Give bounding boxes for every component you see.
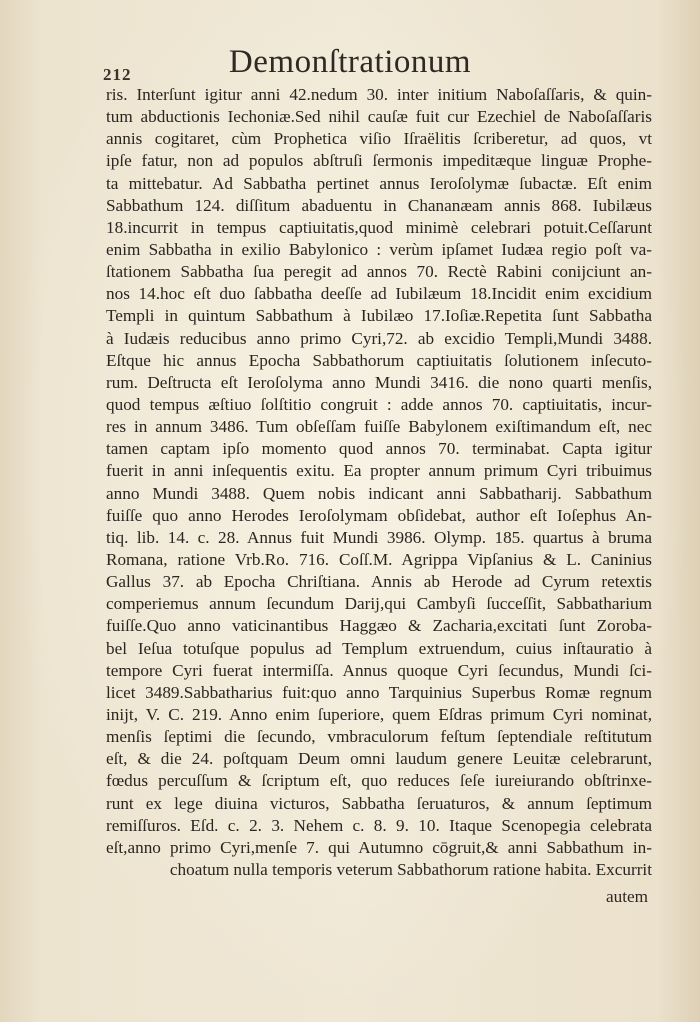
text-line: fuiſſe quo anno Herodes Ieroſolymam obſidebat, author eſt Ioſephus An- — [106, 505, 652, 525]
text-line: ſtationem Sabbatha ſua peregit ad annos 70. Rectè Rabini conijciunt an- — [106, 262, 652, 282]
text-line: eſt, & die 24. poſtquam Deum omni laudum genere Leuitæ celebrarunt, — [106, 749, 652, 769]
text-line: ta mittebatur. Ad Sabbatha pertinet annus Ieroſolymæ ſubactæ. Eſt enim — [106, 173, 652, 193]
body-text — [106, 84, 652, 881]
text-line: remiſſuros. Eſd. c. 2. 3. Nehem c. 8. 9. 10. Itaque Scenopegia celebrata — [106, 815, 652, 835]
text-line: ris. Interſunt igitur anni 42.nedum 30. inter initium Naboſaſſaris, & quin- — [106, 85, 652, 104]
text-line: comperiemus annum ſecundum Darij,qui Cambyſi ſucceſſit, Sabbatharium — [106, 594, 652, 614]
text-line: tum abductionis Iechoniæ.Sed nihil cauſæ fuit cur Ezechiel de Naboſaſſaris — [106, 107, 652, 127]
text-line: enim Sabbatha in exilio Babylonico : verùm ipſamet Iudæa regio poſt va- — [106, 239, 652, 259]
text-line: fuerit in anni inſequentis exitu. Ea propter annum primum Cyri tribuimus — [106, 461, 652, 481]
text-line: anno Mundi 3488. Quem nobis indicant anni Sabbatharij. Sabbathum — [106, 483, 652, 503]
text-line: tamen captam ipſo momento quod annos 70. terminabat. Capta igitur — [106, 439, 652, 459]
text-line: choatum nulla temporis veterum Sabbathorum ratione habita. Excurrit — [169, 859, 652, 879]
running-title: Demonſtrationum — [228, 44, 472, 80]
text-line: ipſe fatur, non ad populos abſtruſi ſermonis impeditæque linguæ Prophe- — [106, 151, 652, 171]
text-line: licet 3489.Sabbatharius fuit:quo anno Tarquinius Superbus Romæ regnum — [106, 682, 652, 702]
text-line: eſt,anno primo Cyri,menſe 7. qui Autumno cōgruit,& anni Sabbathum in- — [106, 837, 652, 857]
text-line: Eſtque hic annus Epocha Sabbathorum captiuitatis ſolutionem inſecuto- — [106, 350, 652, 370]
text-line: à Iudæis reducibus anno primo Cyri,72. ab excidio Templi,Mundi 3488. — [106, 328, 652, 348]
text-line: Romana, ratione Vrb.Ro. 716. Coſſ.M. Agrippa Vipſanius & L. Caninius — [106, 549, 652, 569]
text-line: fuiſſe.Quo anno vaticinantibus Haggæo & Zacharia,excitati ſunt Zoroba- — [106, 616, 652, 636]
text-line: Gallus 37. ab Epocha Chriſtiana. Annis ab Herode ad Cyrum retextis — [106, 572, 652, 592]
text-line: Sabbathum 124. diſſitum abaduentu in Chananæam annis 868. Iubilæus — [106, 195, 652, 215]
text-line: fœdus percuſſum & ſcriptum eſt, quo reduces ſeſe iureiurando obſtrinxe- — [106, 771, 652, 791]
text-line: annis cogitaret, cùm Prophetica viſio Iſraëlitis ſcriberetur, ad quos, vt — [106, 129, 652, 149]
text-line: 18.incurrit in tempus captiuitatis,quod minimè celebrari potuit.Ceſſarunt — [106, 217, 652, 237]
catchword: autem — [606, 887, 648, 906]
text-line: nos 14.hoc eſt duo ſabbatha deeſſe ad Iubilæum 18.Incidit enim excidium — [106, 284, 652, 304]
text-line: runt ex lege diuina victuros, Sabbatha ſeruaturos, & annum ſeptimum — [106, 793, 652, 813]
text-line: Templi in quintum Sabbathum à Iubilæo 17.Ioſiæ.Repetita ſunt Sabbatha — [106, 306, 652, 326]
text-line: tempore Cyri fuerat intermiſſa. Annus quoque Cyri ſecundus, Mundi ſci- — [106, 660, 652, 680]
text-line: menſis ſeptimi die ſecundo, vmbraculorum feſtum ſeptendiale reſtitutum — [106, 727, 652, 747]
text-line: rum. Deſtructa eſt Ieroſolyma anno Mundi 3416. die nono quarti menſis, — [106, 372, 652, 392]
text-line: bel Ieſua totuſque populus ad Templum extruendum, cuius inſtauratio à — [106, 638, 652, 658]
text-line: inijt, V. C. 219. Anno enim ſuperiore, quem Eſdras primum Cyri nominat, — [106, 704, 652, 724]
text-line: res in annum 3486. Tum obſeſſam fuiſſe Babylonem exiſtimandum eſt, nec — [106, 417, 652, 437]
text-line: quod tempus æſtiuo ſolſtitio congruit : adde annos 70. captiuitatis, incur- — [106, 394, 652, 414]
text-line: tiq. lib. 14. c. 28. Annus fuit Mundi 3986. Olymp. 185. quartus à bruma — [106, 527, 652, 547]
page-number: 212 — [103, 65, 132, 84]
